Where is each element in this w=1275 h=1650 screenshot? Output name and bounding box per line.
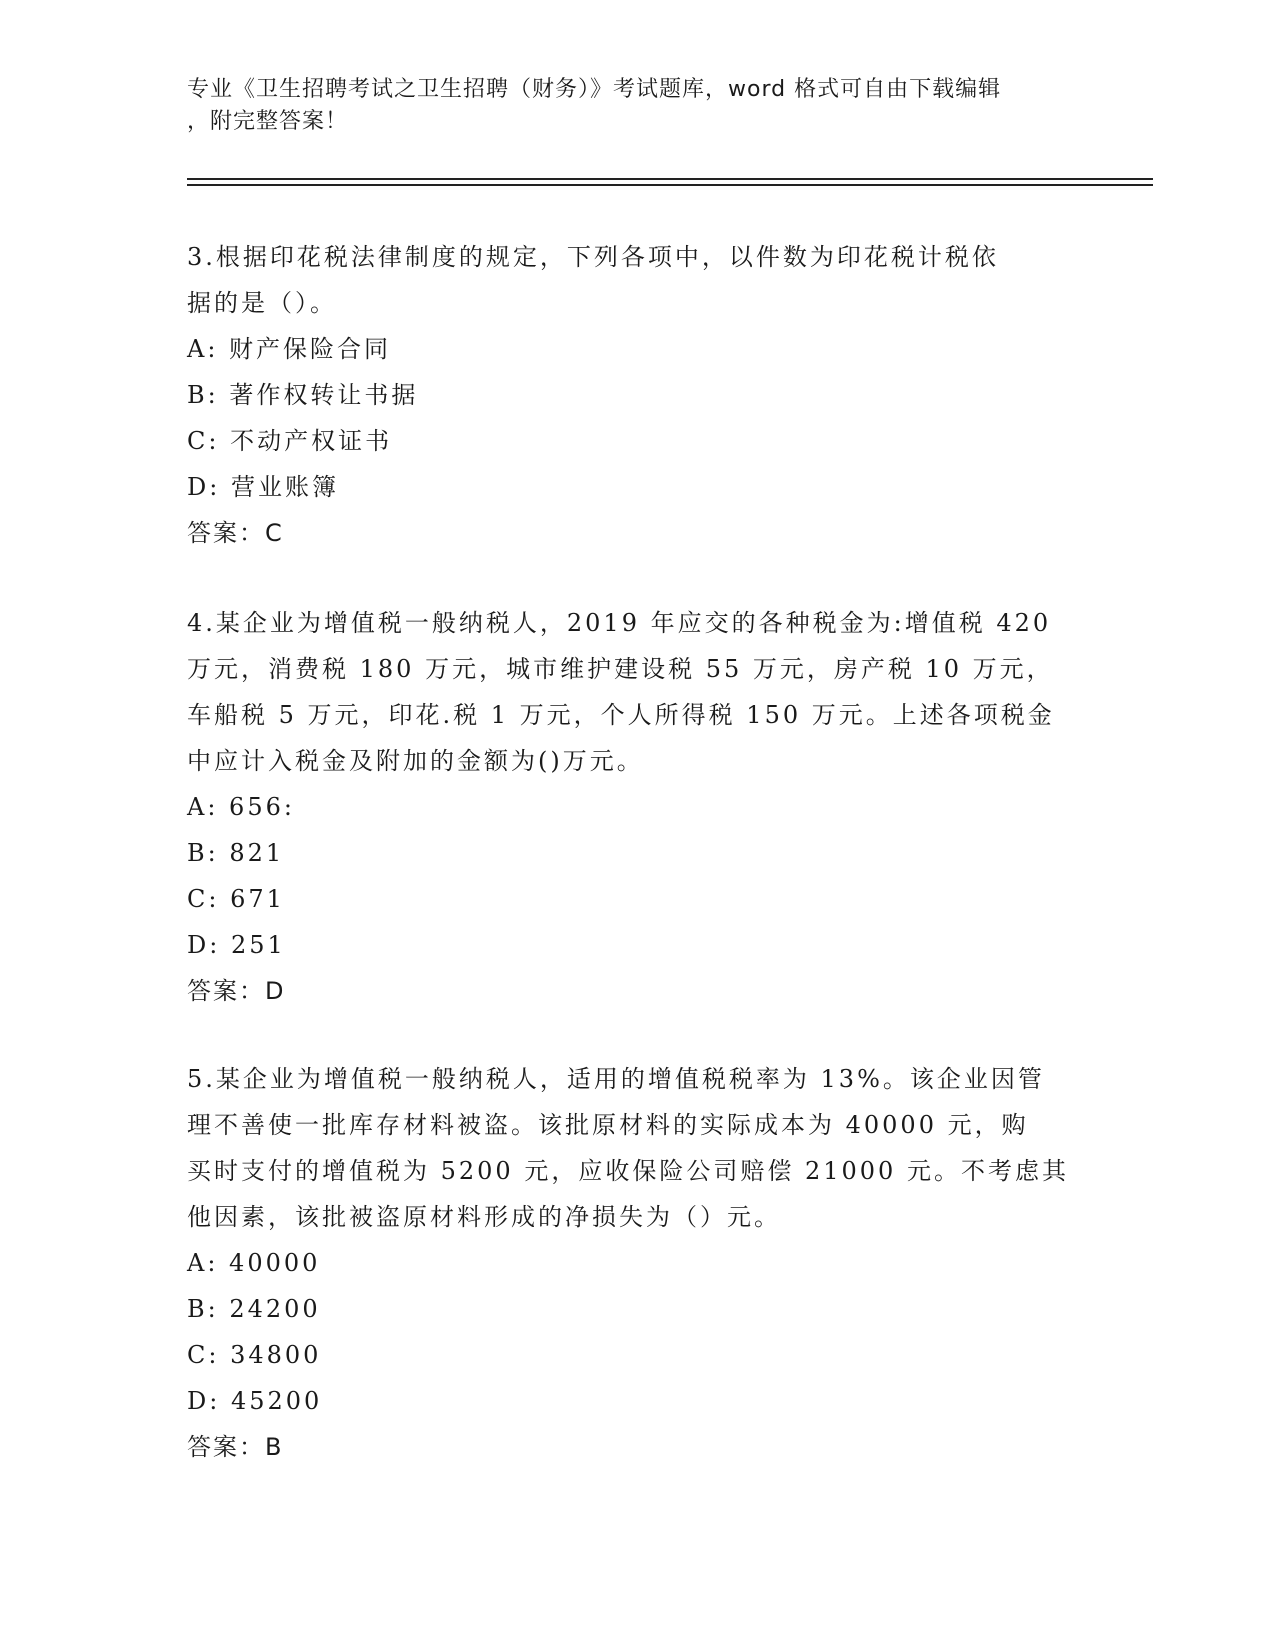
question-stem-line: 4.某企业为增值税一般纳税人，2019 年应交的各种税金为:增值税 420 bbox=[187, 609, 1052, 637]
option-d: D: 营业账簿 bbox=[187, 473, 339, 501]
option-c: C: 34800 bbox=[187, 1341, 322, 1369]
question-stem-line: 他因素，该批被盗原材料形成的净损失为（）元。 bbox=[187, 1203, 781, 1231]
document-header bbox=[187, 74, 1087, 138]
option-a: A: 40000 bbox=[187, 1249, 321, 1277]
option-d: D: 45200 bbox=[187, 1387, 323, 1415]
option-b: B: 著作权转让书据 bbox=[187, 381, 419, 409]
question-stem-line: 中应计入税金及附加的金额为()万元。 bbox=[187, 747, 644, 775]
question-4 bbox=[187, 600, 1087, 1014]
question-stem-line: 车船税 5 万元，印花.税 1 万元，个人所得税 150 万元。上述各项税金 bbox=[187, 701, 1055, 729]
option-a: A: 财产保险合同 bbox=[187, 335, 392, 363]
question-stem-line: 万元，消费税 180 万元，城市维护建设税 55 万元，房产税 10 万元， bbox=[187, 655, 1054, 683]
option-b: B: 24200 bbox=[187, 1295, 321, 1323]
header-divider-bottom bbox=[187, 184, 1153, 186]
answer-line: 答案：B bbox=[187, 1433, 284, 1461]
question-stem-line: 3.根据印花税法律制度的规定，下列各项中，以件数为印花税计税依 bbox=[187, 243, 999, 271]
option-a: A: 656: bbox=[187, 793, 295, 821]
header-line-1: 专业《卫生招聘考试之卫生招聘（财务）》考试题库，word 格式可自由下载编辑 bbox=[187, 77, 1002, 102]
question-5 bbox=[187, 1056, 1087, 1470]
option-c: C: 671 bbox=[187, 885, 285, 913]
header-line-2: ，附完整答案！ bbox=[187, 109, 349, 134]
option-b: B: 821 bbox=[187, 839, 285, 867]
answer-line: 答案：D bbox=[187, 977, 286, 1005]
question-stem-line: 理不善使一批库存材料被盗。该批原材料的实际成本为 40000 元，购 bbox=[187, 1111, 1029, 1139]
question-3 bbox=[187, 234, 1087, 556]
header-divider-top bbox=[187, 178, 1153, 180]
answer-line: 答案：C bbox=[187, 519, 284, 547]
question-stem-line: 5.某企业为增值税一般纳税人，适用的增值税税率为 13%。该企业因管 bbox=[187, 1065, 1045, 1093]
option-d: D: 251 bbox=[187, 931, 286, 959]
question-stem-line: 买时支付的增值税为 5200 元，应收保险公司赔偿 21000 元。不考虑其 bbox=[187, 1157, 1069, 1185]
question-stem-line: 据的是（）。 bbox=[187, 289, 337, 317]
option-c: C: 不动产权证书 bbox=[187, 427, 393, 455]
